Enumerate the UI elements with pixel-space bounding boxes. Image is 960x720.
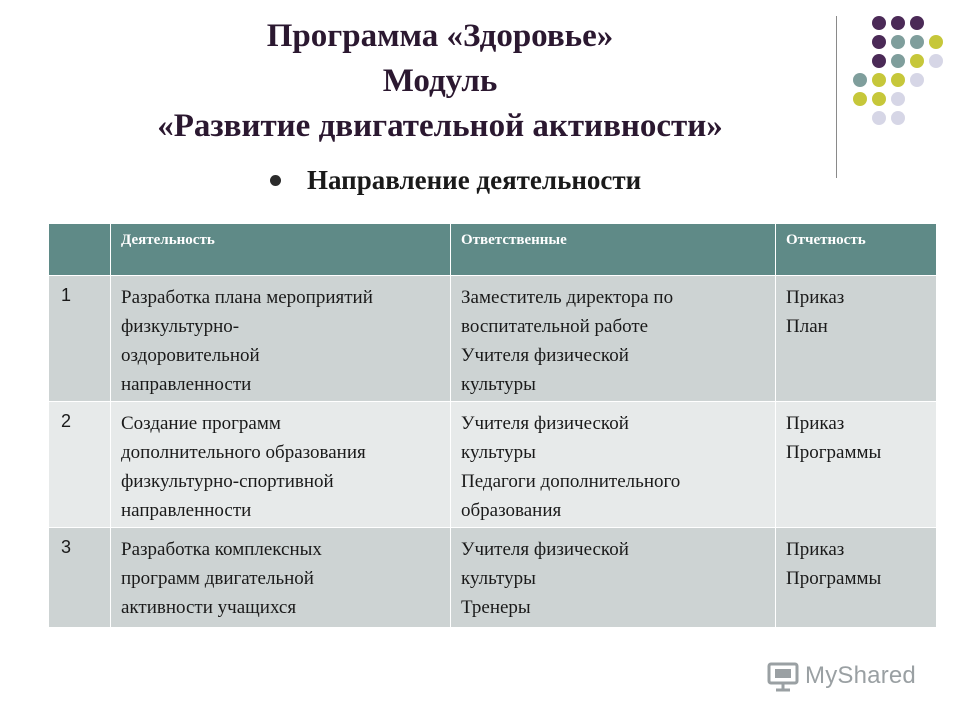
cell-line: культуры xyxy=(461,568,536,589)
cell-line: физкультурно- xyxy=(121,316,240,337)
cell-line: Создание программ xyxy=(121,413,281,434)
myshared-watermark xyxy=(766,656,916,696)
cell-line: Программы xyxy=(786,568,882,589)
table-row xyxy=(49,402,937,528)
decorative-dot xyxy=(872,16,886,30)
header-responsible: Ответственные xyxy=(451,224,776,276)
cell-line: Приказ xyxy=(786,287,845,308)
slide-title xyxy=(60,14,820,149)
header-report: Отчетность xyxy=(776,224,937,276)
cell-line: оздоровительной xyxy=(121,345,260,366)
header-number xyxy=(49,224,111,276)
decorative-dot xyxy=(910,35,924,49)
cell-line: культуры xyxy=(461,374,536,395)
decorative-dot xyxy=(891,92,905,106)
cell-line: Учителя физической xyxy=(461,413,629,434)
cell-line: Разработка комплексных xyxy=(121,539,322,560)
cell-line: Приказ xyxy=(786,413,845,434)
decorative-vertical-line xyxy=(836,16,837,178)
title-line-2: Модуль xyxy=(382,63,498,99)
cell-line: воспитательной работе xyxy=(461,316,649,337)
bullet-text: Направление деятельности xyxy=(307,164,642,195)
decorative-dot xyxy=(872,111,886,125)
activity-cell xyxy=(111,528,451,628)
watermark-text: MyShared xyxy=(805,662,916,689)
decorative-dot xyxy=(910,16,924,30)
report-cell xyxy=(776,402,937,528)
cell-line: физкультурно-спортивной xyxy=(121,471,334,492)
cell-line: программ двигательной xyxy=(121,568,314,589)
cell-line: Тренеры xyxy=(461,597,531,618)
decorative-dot xyxy=(853,73,867,87)
cell-line: дополнительного образования xyxy=(121,442,366,463)
cell-line: Разработка плана мероприятий xyxy=(121,287,373,308)
cell-line: Педагоги дополнительного xyxy=(461,471,681,492)
responsible-cell xyxy=(451,276,776,402)
decorative-dot xyxy=(891,54,905,68)
bullet-item xyxy=(270,160,641,200)
decorative-dot xyxy=(872,54,886,68)
table-row xyxy=(49,276,937,402)
activity-cell xyxy=(111,276,451,402)
activity-table xyxy=(48,223,937,628)
decorative-dot xyxy=(872,92,886,106)
decorative-dot xyxy=(929,35,943,49)
decorative-dot xyxy=(891,73,905,87)
cell-line: Учителя физической xyxy=(461,539,629,560)
cell-line: Учителя физической xyxy=(461,345,629,366)
report-cell xyxy=(776,528,937,628)
cell-line: Приказ xyxy=(786,539,845,560)
row-number: 2 xyxy=(49,402,111,528)
cell-line: культуры xyxy=(461,442,536,463)
responsible-cell xyxy=(451,528,776,628)
responsible-cell xyxy=(451,402,776,528)
decorative-dot xyxy=(910,54,924,68)
decorative-dot xyxy=(929,54,943,68)
bullet-icon xyxy=(270,175,281,186)
decorative-dot xyxy=(853,92,867,106)
decorative-dot xyxy=(910,73,924,87)
report-cell xyxy=(776,276,937,402)
title-line-1: Программа «Здоровье» xyxy=(266,18,614,54)
cell-line: образования xyxy=(461,500,562,521)
header-activity: Деятельность xyxy=(111,224,451,276)
decorative-dot xyxy=(891,16,905,30)
cell-line: направленности xyxy=(121,374,252,395)
table-row xyxy=(49,528,937,628)
activity-cell xyxy=(111,402,451,528)
cell-line: активности учащихся xyxy=(121,597,297,618)
cell-line: Заместитель директора по xyxy=(461,287,674,308)
decorative-dot xyxy=(872,73,886,87)
decorative-dot xyxy=(891,111,905,125)
cell-line: Программы xyxy=(786,442,882,463)
mysharedpresentation-icon xyxy=(766,659,800,693)
cell-line: План xyxy=(786,316,828,337)
decorative-dot xyxy=(872,35,886,49)
row-number: 3 xyxy=(49,528,111,628)
row-number: 1 xyxy=(49,276,111,402)
decorative-dot xyxy=(891,35,905,49)
title-line-3: «Развитие двигательной активности» xyxy=(157,108,723,144)
cell-line: направленности xyxy=(121,500,252,521)
table-header-row xyxy=(49,224,937,276)
